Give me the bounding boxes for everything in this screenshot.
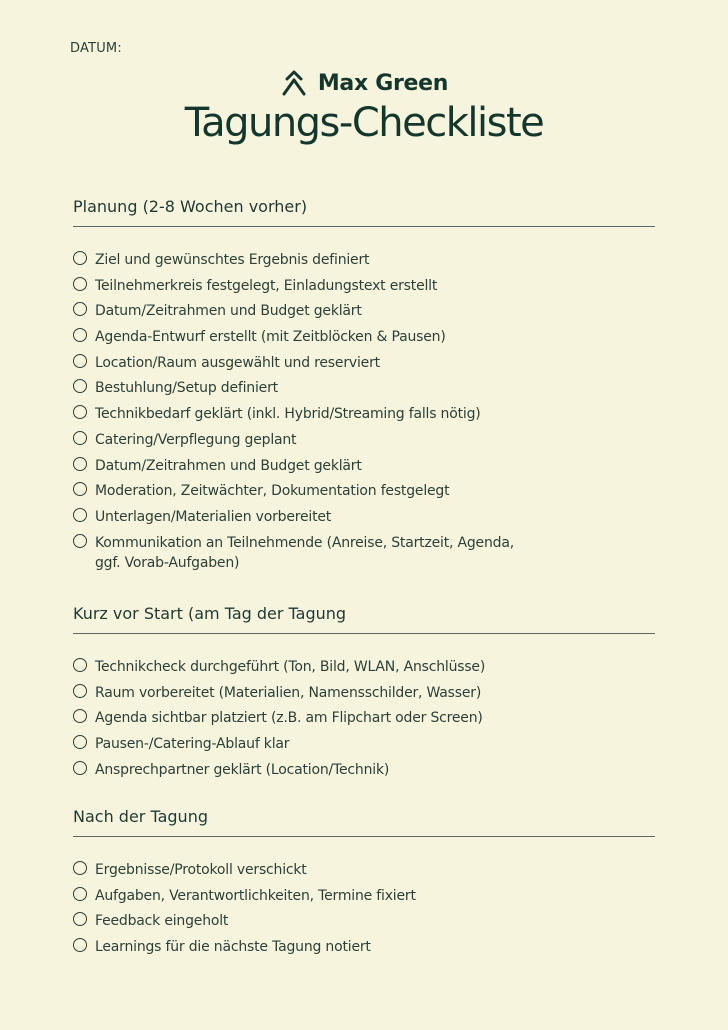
checklist-item[interactable]	[73, 378, 655, 398]
checkbox-circle-icon[interactable]	[73, 457, 87, 471]
brand-logo	[0, 70, 728, 96]
checkbox-circle-icon[interactable]	[73, 735, 87, 749]
date-label: DATUM:	[70, 41, 122, 56]
checkbox-circle-icon[interactable]	[73, 938, 87, 952]
checklist-item[interactable]	[73, 481, 655, 501]
checklist-item[interactable]	[73, 911, 655, 931]
checklist-item[interactable]	[73, 860, 655, 880]
checklist-item-label: Learnings für die nächste Tagung notiert	[95, 939, 371, 956]
checklist-item[interactable]	[73, 937, 655, 957]
checkbox-circle-icon[interactable]	[73, 508, 87, 522]
checklist-item-label: Feedback eingeholt	[95, 913, 229, 930]
checkbox-circle-icon[interactable]	[73, 912, 87, 926]
checklist-item-label: Raum vorbereitet (Materialien, Namensschilder, Wasser)	[95, 684, 482, 701]
page-title: Tagungs-Checkliste	[184, 100, 544, 146]
checkbox-circle-icon[interactable]	[73, 251, 87, 265]
checklist-item[interactable]	[73, 250, 655, 270]
checklist-item-label: Ergebnisse/Protokoll verschickt	[95, 862, 307, 878]
checklist-item-label: Technikcheck durchgeführt (Ton, Bild, WLAN, Anschlüsse)	[95, 659, 486, 675]
checklist	[73, 250, 655, 573]
checklist-item[interactable]	[73, 886, 655, 906]
checklist-item[interactable]	[73, 301, 655, 321]
checkbox-circle-icon[interactable]	[73, 431, 87, 445]
checkbox-circle-icon[interactable]	[73, 302, 87, 316]
section-planung	[73, 197, 655, 578]
checklist-item[interactable]	[73, 327, 655, 347]
checklist-item[interactable]	[73, 683, 655, 703]
checklist-item[interactable]	[73, 404, 655, 424]
section-title: Kurz vor Start (am Tag der Tagung	[73, 604, 655, 634]
checklist-item[interactable]	[73, 657, 655, 677]
checklist-item-label: Datum/Zeitrahmen und Budget geklärt	[95, 457, 362, 474]
checklist-item-label: Kommunikation an Teilnehmende (Anreise, Startzeit, Agenda, ggf. Vorab-Aufgaben)	[95, 534, 514, 571]
checklist	[73, 860, 655, 957]
checklist-item-label: Moderation, Zeitwächter, Dokumentation festgelegt	[95, 483, 450, 500]
checkbox-circle-icon[interactable]	[73, 482, 87, 496]
checklist-item[interactable]	[73, 353, 655, 373]
checkbox-circle-icon[interactable]	[73, 379, 87, 393]
checklist-item-label: Agenda-Entwurf erstellt (mit Zeitblöcken & Pausen)	[95, 329, 446, 346]
section-title: Planung (2-8 Wochen vorher)	[73, 197, 655, 227]
section-nach-der-tagung	[73, 807, 655, 963]
checkbox-circle-icon[interactable]	[73, 761, 87, 775]
checkbox-circle-icon[interactable]	[73, 684, 87, 698]
checkbox-circle-icon[interactable]	[73, 277, 87, 291]
checkbox-circle-icon[interactable]	[73, 709, 87, 723]
checklist-item[interactable]	[73, 456, 655, 476]
checklist-item-label: Teilnehmerkreis festgelegt, Einladungstext erstellt	[95, 277, 438, 294]
section-kurz-vor-start	[73, 604, 655, 785]
checkbox-circle-icon[interactable]	[73, 354, 87, 368]
checklist-item[interactable]	[73, 276, 655, 296]
checklist-item-label: Aufgaben, Verantwortlichkeiten, Termine fixiert	[95, 887, 416, 904]
checklist-item[interactable]	[73, 708, 655, 728]
checklist-item-label: Bestuhlung/Setup definiert	[95, 380, 278, 397]
checkbox-circle-icon[interactable]	[73, 887, 87, 901]
checklist-item[interactable]	[73, 507, 655, 527]
checklist-item-label: Ansprechpartner geklärt (Location/Technik)	[95, 761, 390, 778]
checklist-item-label: Unterlagen/Materialien vorbereitet	[95, 508, 332, 525]
section-title: Nach der Tagung	[73, 807, 655, 837]
brand-name: Max Green	[317, 70, 449, 96]
checkbox-circle-icon[interactable]	[73, 861, 87, 875]
brand-mark-icon	[280, 70, 308, 96]
checklist-item-label: Pausen-/Catering-Ablauf klar	[95, 736, 290, 753]
checklist-item-label: Datum/Zeitrahmen und Budget geklärt	[95, 303, 362, 320]
checkbox-circle-icon[interactable]	[73, 658, 87, 672]
checkbox-circle-icon[interactable]	[73, 534, 87, 548]
checklist-item-label: Ziel und gewünschtes Ergebnis definiert	[95, 252, 370, 268]
checkbox-circle-icon[interactable]	[73, 405, 87, 419]
checklist-item[interactable]	[73, 533, 655, 573]
checklist-item[interactable]	[73, 760, 655, 780]
checklist-item-label: Agenda sichtbar platziert (z.B. am Flipchart oder Screen)	[95, 710, 483, 727]
checklist-item[interactable]	[73, 430, 655, 450]
checkbox-circle-icon[interactable]	[73, 328, 87, 342]
checklist-item[interactable]	[73, 734, 655, 754]
checklist	[73, 657, 655, 780]
checklist-item-label: Catering/Verpflegung geplant	[95, 431, 297, 448]
checklist-item-label: Location/Raum ausgewählt und reserviert	[95, 354, 380, 371]
checklist-item-label: Technikbedarf geklärt (inkl. Hybrid/Streaming falls nötig)	[95, 406, 481, 423]
